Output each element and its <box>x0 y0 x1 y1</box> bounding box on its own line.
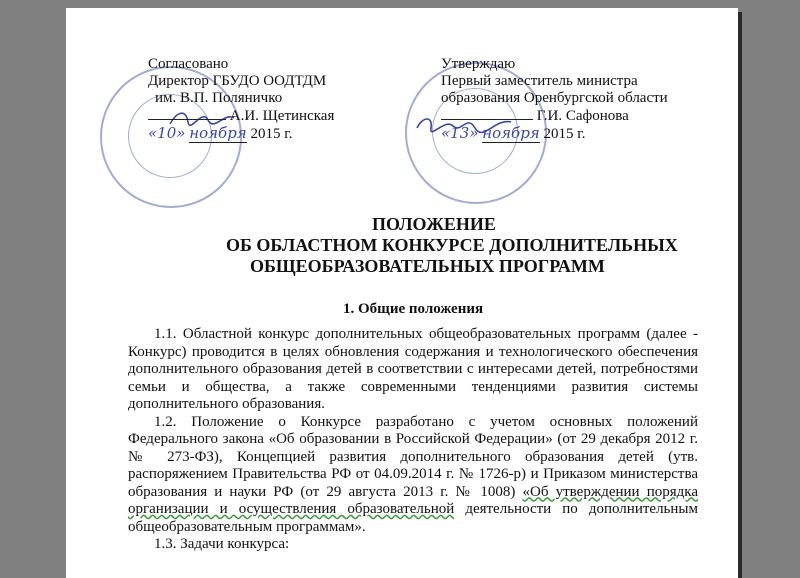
approval-left-line3: им. В.П. Поляничко <box>155 90 283 106</box>
approval-right-date-month: ноября <box>482 124 540 142</box>
approval-right-date-year: 2015 г. <box>543 126 586 142</box>
paragraph-1-1: 1.1. Областной конкурс дополнительных общеобразовательных программ (далее - Конкурс) проводится в целях обновления содержания и технологического обеспечения дополнительного образования детей в соответствии с интересами детей, потребностями семьи и общества, а также современными тенденциями развития системы дополнительного образования. <box>128 326 698 412</box>
approval-left-date-month: ноября <box>189 124 247 142</box>
signature-line <box>513 107 533 120</box>
section-heading: 1. Общие положения <box>343 301 484 317</box>
signature-line <box>148 107 226 120</box>
paragraph-1-2-part1: 1.2. Положение о Конкурсе разработано с учетом основных положений Федерального закона «Об образовании в Российской Федерации» (от 29 декабря 2012 г. № 273-ФЗ), Концепцией развития дополнительного образования детей (утв. распоряжением Правительства РФ от 04.09.2014 г. № 1726-р) и Приказом министерства образования и науки РФ (от 29 августа 2013 г. № 1008) <box>128 413 698 500</box>
title-line1: ПОЛОЖЕНИЕ <box>372 214 496 234</box>
title-line2: ОБ ОБЛАСТНОМ КОНКУРСЕ ДОПОЛНИТЕЛЬНЫХ <box>226 235 678 255</box>
approval-right-line2: Первый заместитель министра <box>441 73 638 89</box>
paragraph-1-3: 1.3. Задачи конкурса: <box>154 536 290 552</box>
approval-left-date-year: 2015 г. <box>250 126 293 142</box>
approval-left-line2: Директор ГБУДО ООДТДМ <box>148 73 327 89</box>
paragraph-1-2-part3: деятельности по дополнительным общеобразовательным программам». <box>128 501 698 535</box>
approval-left-line1: Согласовано <box>148 56 229 72</box>
section-body <box>128 326 698 554</box>
approval-right-signer: Г.И. Сафонова <box>536 108 629 124</box>
approval-left <box>148 56 334 143</box>
approval-left-signer: А.И. Щетинская <box>229 108 335 124</box>
approval-right <box>441 56 668 143</box>
signature-line <box>441 107 513 120</box>
paragraph-1-2-underlined: «Об утверждении порядка организации и осуществления образовательной <box>128 483 698 517</box>
title-line3: ОБЩЕОБРАЗОВАТЕЛЬНЫХ ПРОГРАММ <box>250 256 605 276</box>
approval-left-date-day: «10» <box>148 124 186 142</box>
approval-right-line1: Утверждаю <box>441 56 516 72</box>
paragraph-1-2 <box>128 414 698 537</box>
approval-right-line3: образования Оренбургской области <box>441 90 668 106</box>
approval-right-date-day: «13» <box>441 124 479 142</box>
